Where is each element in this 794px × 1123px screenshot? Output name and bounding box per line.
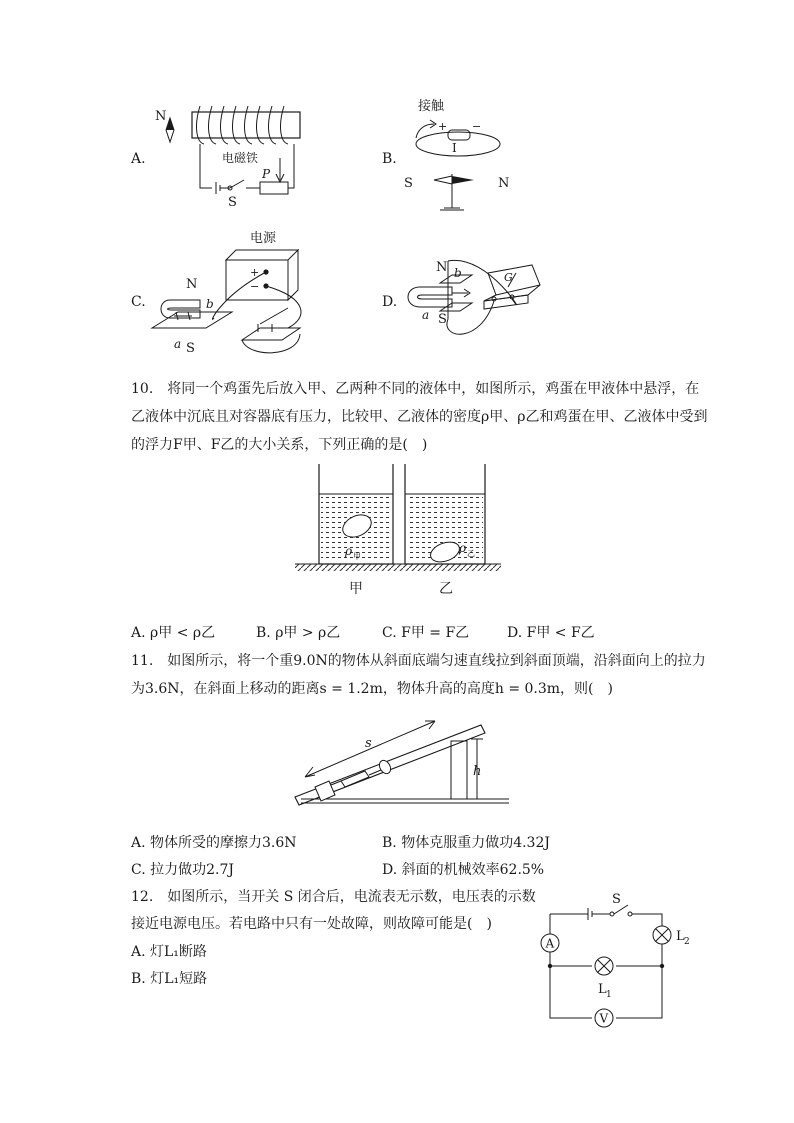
switch-base xyxy=(242,328,300,340)
lamp-l1-subscript: 1 xyxy=(606,990,612,1000)
power-supply-label: 电源 xyxy=(250,231,277,246)
rail-b-label: b xyxy=(206,297,214,311)
conductor-b-label: b xyxy=(454,266,462,280)
q11-line-2: 为3.6N，在斜面上移动的距离s = 1.2m，物体升高的高度h = 0.3m，则( ) xyxy=(131,681,613,697)
option-d-letter: D. xyxy=(382,294,398,310)
option-c-letter: C. xyxy=(131,294,146,310)
battery-symbol xyxy=(550,908,610,920)
ammeter-label: A xyxy=(545,936,555,951)
figure-egg-beakers xyxy=(295,460,505,600)
magnet-needle-right-icon xyxy=(452,176,474,184)
pole-s-label: S xyxy=(404,176,413,191)
terminal-plus-label: + xyxy=(250,266,260,279)
q10-option-a[interactable]: A. ρ甲 < ρ乙 xyxy=(131,625,216,641)
q11-line-1: 11. 如图所示，将一个重9.0N的物体从斜面底端匀速直线拉到斜面顶端，沿斜面向上的拉力 xyxy=(131,653,706,669)
magnet-n-label-d: N xyxy=(436,260,448,275)
q10-line-2: 乙液体中沉底且对容器底有压力，比较甲、乙液体的密度ρ甲、ρ乙和鸡蛋在甲、乙液体中受到 xyxy=(131,409,708,425)
slider-p-label: P xyxy=(262,167,271,181)
contact-label: 接触 xyxy=(418,99,445,114)
electromagnet-label: 电磁铁 xyxy=(222,151,259,165)
ground xyxy=(301,799,509,803)
power-supply-box-top xyxy=(226,250,298,300)
terminal-minus-label: − xyxy=(250,280,260,293)
q10-line-3: 的浮力F甲、F乙的大小关系，下列正确的是( ) xyxy=(131,437,428,453)
junction-right xyxy=(660,964,664,968)
galvanometer-base xyxy=(484,295,528,309)
figure-induction-experiment xyxy=(400,255,545,347)
rheostat xyxy=(260,182,288,194)
conductor-a-label: a xyxy=(422,308,430,322)
q12-line-1: 12. 如图所示，当开关 S 闭合后，电流表无示数，电压表的示数 xyxy=(131,889,536,905)
battery-cell xyxy=(448,130,470,140)
q12-option-b[interactable]: B. 灯L₁短路 xyxy=(131,971,208,987)
q10-line-1: 10. 将同一个鸡蛋先后放入甲、乙两种不同的液体中，如图所示，鸡蛋在甲液体中悬浮，在 xyxy=(131,381,700,397)
q10-option-b[interactable]: B. ρ甲 > ρ乙 xyxy=(256,625,341,641)
current-i-label: I xyxy=(452,141,457,155)
slider-arrow-icon xyxy=(276,158,284,182)
figure-conductor-loop xyxy=(396,92,536,222)
horseshoe-magnet-icon-d xyxy=(408,287,452,307)
voltmeter-label: V xyxy=(599,1011,609,1026)
beaker-yi-label: 乙 xyxy=(439,581,453,597)
figure-electromagnet xyxy=(150,100,320,210)
beaker-jia-label: 甲 xyxy=(349,581,363,597)
galvanometer-g-label: G xyxy=(504,271,513,284)
lamp-l2-label: L xyxy=(676,929,685,944)
top-right-wire xyxy=(630,914,662,926)
q11-option-a[interactable]: A. 物体所受的摩擦力3.6N xyxy=(131,835,297,851)
q12-line-2: 接近电源电压。若电路中只有一处故障，则故障可能是( ) xyxy=(131,916,492,932)
rho-yi-label: ρ xyxy=(459,541,467,555)
rho-jia-label: ρ xyxy=(345,544,353,558)
option-a-letter: A. xyxy=(131,151,146,167)
figure-circuit xyxy=(530,890,700,1030)
horseshoe-magnet-icon xyxy=(161,300,200,318)
q10-option-c[interactable]: C. F甲 = F乙 xyxy=(382,625,470,641)
battery-minus-label: − xyxy=(472,120,482,133)
option-b-letter: B. xyxy=(382,151,397,167)
switch-pivot-12 xyxy=(610,912,614,916)
hand-icon xyxy=(377,758,393,775)
q10-option-d[interactable]: D. F甲 < F乙 xyxy=(507,625,595,641)
compass-north-label: N xyxy=(155,109,167,124)
magnet-needle-left-icon xyxy=(434,176,452,184)
rails xyxy=(174,312,192,320)
compass-needle-dark-icon xyxy=(166,118,174,130)
figure-motor-experiment xyxy=(148,228,318,363)
magnet-s-label: S xyxy=(186,341,195,356)
base-board xyxy=(152,312,232,328)
q11-option-d[interactable]: D. 斜面的机械效率62.5% xyxy=(382,862,545,878)
coil-return-wire xyxy=(288,144,294,188)
q12-option-a[interactable]: A. 灯L₁断路 xyxy=(131,944,207,960)
q11-option-b[interactable]: B. 物体克服重力做功4.32J xyxy=(382,835,550,851)
height-h-label: h xyxy=(473,764,482,779)
magnet-n-label: N xyxy=(186,277,198,292)
battery-plus-label: + xyxy=(438,120,448,133)
rotation-arrow-icon xyxy=(416,120,436,138)
q11-option-c[interactable]: C. 拉力做功2.7J xyxy=(131,862,234,878)
rho-yi-sub: 乙 xyxy=(467,549,475,558)
switch-s-label-12: S xyxy=(612,892,621,907)
ground-hatch xyxy=(295,564,501,571)
magnet-s-label-d: S xyxy=(438,312,447,327)
lamp-l2-subscript: 2 xyxy=(684,937,690,947)
switch-contact-12 xyxy=(628,912,632,916)
support-block xyxy=(451,741,467,799)
junction-left xyxy=(548,964,552,968)
figure-incline xyxy=(285,705,515,810)
lamp-l1-label: L xyxy=(598,982,607,997)
rail-a-label: a xyxy=(174,337,182,351)
motion-arrow-icon xyxy=(452,289,470,297)
current-loop xyxy=(416,132,500,156)
distance-s-label: s xyxy=(365,736,372,751)
pole-n-label: N xyxy=(498,176,510,191)
rho-jia-sub: 甲 xyxy=(353,552,361,561)
switch-s-label: S xyxy=(228,195,237,210)
